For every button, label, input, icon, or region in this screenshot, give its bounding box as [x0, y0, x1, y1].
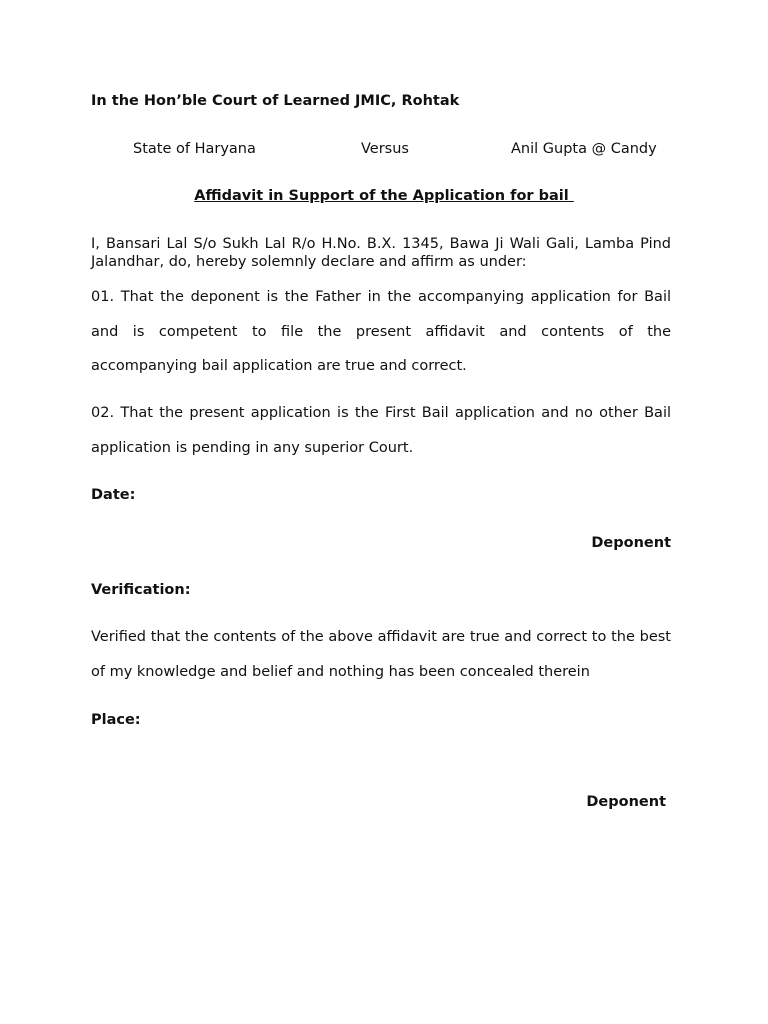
versus-label: Versus [361, 141, 409, 157]
court-heading: In the Hon’ble Court of Learned JMIC, Rohtak [91, 93, 460, 109]
affidavit-title: Affidavit in Support of the Application for bail [194, 188, 574, 204]
verification-heading: Verification: [91, 582, 191, 598]
verification-paragraph: Verified that the contents of the above affidavit are true and correct to the best of my knowledge and belief and nothing has been concealed therein [91, 629, 671, 680]
place-label: Place: [91, 712, 141, 728]
respondent-name: Anil Gupta @ Candy [511, 141, 657, 157]
deponent-signature-label: Deponent [591, 535, 671, 551]
deponent-signature-label-final: Deponent [586, 794, 666, 810]
clause-2: 02. That the present application is the First Bail application and no other Bail application is pending in any superior Court. [91, 405, 671, 456]
clause-1: 01. That the deponent is the Father in the accompanying application for Bail and is competent to file the present affidavit and contents of the accompanying bail application are true and correct. [91, 289, 671, 374]
date-label: Date: [91, 487, 136, 503]
petitioner-name: State of Haryana [133, 141, 256, 157]
intro-paragraph: I, Bansari Lal S/o Sukh Lal R/o H.No. B.X. 1345, Bawa Ji Wali Gali, Lamba Pind Jalandhar, do, hereby solemnly declare and affirm as under: [91, 236, 671, 270]
